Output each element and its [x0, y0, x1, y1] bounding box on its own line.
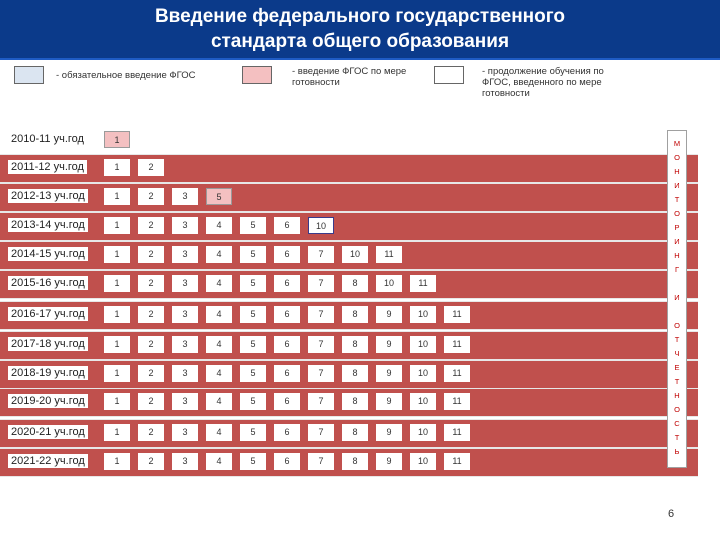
- year-label: 2020-21 уч.год: [8, 425, 88, 439]
- grade-cell: 5: [240, 306, 266, 323]
- year-label: 2014-15 уч.год: [8, 247, 88, 261]
- monitoring-letter: И: [674, 237, 680, 246]
- monitoring-letter: Н: [674, 391, 680, 400]
- grade-cell: 2: [138, 188, 164, 205]
- grade-cell: 8: [342, 306, 368, 323]
- title-bar: [0, 0, 720, 60]
- grade-cell: 7: [308, 336, 334, 353]
- grade-cell: 10: [410, 453, 436, 470]
- grade-cell: 2: [138, 336, 164, 353]
- grade-cell: 5: [240, 453, 266, 470]
- grade-cell: 1: [104, 159, 130, 176]
- grade-cell: 5: [206, 188, 232, 205]
- page-title: Введение федерального государственного стандарта общего образования: [154, 6, 566, 52]
- grade-cell: 1: [104, 424, 130, 441]
- grade-cell: 6: [274, 275, 300, 292]
- grade-cell: 1: [104, 188, 130, 205]
- grade-cell: 2: [138, 424, 164, 441]
- grade-cell: 9: [376, 424, 402, 441]
- monitoring-letter: Т: [674, 433, 680, 442]
- grade-cell: 5: [240, 217, 266, 234]
- grade-cell: 5: [240, 424, 266, 441]
- grade-cell: 1: [104, 306, 130, 323]
- grade-cell: 7: [308, 453, 334, 470]
- grade-cell: 3: [172, 336, 198, 353]
- grade-cell: 6: [274, 393, 300, 410]
- grade-cell: 4: [206, 217, 232, 234]
- grade-cell: 4: [206, 393, 232, 410]
- grade-cell: 4: [206, 306, 232, 323]
- year-label: 2015-16 уч.год: [8, 276, 88, 290]
- grade-cell: 3: [172, 365, 198, 382]
- grade-cell: 2: [138, 365, 164, 382]
- year-label: 2019-20 уч.год: [8, 394, 88, 408]
- grade-cell: 11: [444, 393, 470, 410]
- monitoring-letter: О: [674, 209, 680, 218]
- year-label: 2012-13 уч.год: [8, 189, 88, 203]
- grade-cell: 6: [274, 336, 300, 353]
- monitoring-letter: Ч: [674, 349, 680, 358]
- grade-cell: 3: [172, 453, 198, 470]
- grade-cell: 5: [240, 275, 266, 292]
- grade-cell: 8: [342, 424, 368, 441]
- grade-cell: 10: [308, 217, 334, 234]
- grade-cell: 4: [206, 246, 232, 263]
- grade-cell: 11: [444, 424, 470, 441]
- year-label: 2011-12 уч.год: [8, 160, 87, 174]
- grade-cell: 2: [138, 453, 164, 470]
- grade-cell: 1: [104, 275, 130, 292]
- grade-cell: 10: [376, 275, 402, 292]
- monitoring-letter: Т: [674, 335, 680, 344]
- grade-cell: 1: [104, 131, 130, 148]
- grade-cell: 3: [172, 275, 198, 292]
- grade-cell: 2: [138, 306, 164, 323]
- grade-cell: 5: [240, 246, 266, 263]
- grade-cell: 10: [410, 393, 436, 410]
- monitoring-letter: Ь: [674, 447, 680, 456]
- grade-cell: 3: [172, 393, 198, 410]
- monitoring-letter: И: [674, 293, 680, 302]
- grade-cell: 4: [206, 365, 232, 382]
- grade-cell: 7: [308, 275, 334, 292]
- monitoring-column: [667, 130, 687, 468]
- monitoring-letter: Н: [674, 167, 680, 176]
- grade-cell: 11: [444, 336, 470, 353]
- grade-cell: 8: [342, 393, 368, 410]
- grade-cell: 10: [410, 424, 436, 441]
- grade-cell: 3: [172, 188, 198, 205]
- grade-cell: 7: [308, 393, 334, 410]
- grade-cell: 9: [376, 453, 402, 470]
- grade-cell: 6: [274, 453, 300, 470]
- legend-swatch-mandatory: [14, 66, 44, 84]
- grade-cell: 1: [104, 217, 130, 234]
- monitoring-letter: Т: [674, 195, 680, 204]
- grade-cell: 2: [138, 393, 164, 410]
- grade-cell: 4: [206, 424, 232, 441]
- year-label: 2021-22 уч.год: [8, 454, 88, 468]
- grade-cell: 8: [342, 336, 368, 353]
- grade-cell: 8: [342, 365, 368, 382]
- grade-cell: 5: [240, 365, 266, 382]
- grade-cell: 4: [206, 275, 232, 292]
- grade-cell: 10: [342, 246, 368, 263]
- grade-cell: 11: [410, 275, 436, 292]
- grade-cell: 9: [376, 365, 402, 382]
- grade-cell: 11: [444, 453, 470, 470]
- grade-cell: 8: [342, 453, 368, 470]
- grade-cell: 1: [104, 336, 130, 353]
- year-label: 2017-18 уч.год: [8, 337, 88, 351]
- grade-cell: 7: [308, 365, 334, 382]
- grade-cell: 2: [138, 246, 164, 263]
- legend-swatch-readiness: [242, 66, 272, 84]
- grade-cell: 6: [274, 217, 300, 234]
- grade-cell: 1: [104, 453, 130, 470]
- grade-cell: 2: [138, 217, 164, 234]
- page-number: 6: [668, 508, 675, 520]
- grade-cell: 6: [274, 365, 300, 382]
- grade-cell: 9: [376, 306, 402, 323]
- grade-cell: 10: [410, 306, 436, 323]
- grade-cell: 11: [444, 365, 470, 382]
- grade-cell: 1: [104, 246, 130, 263]
- grade-cell: 9: [376, 393, 402, 410]
- grade-cell: 6: [274, 424, 300, 441]
- grade-cell: 7: [308, 424, 334, 441]
- monitoring-letter: Е: [674, 363, 680, 372]
- legend-label-mandatory: - обязательное введение ФГОС: [56, 70, 196, 81]
- grade-cell: 11: [444, 306, 470, 323]
- grade-cell: 7: [308, 306, 334, 323]
- grade-cell: 5: [240, 336, 266, 353]
- legend-label-readiness: - введение ФГОС по мере готовности: [292, 66, 407, 88]
- grade-cell: 3: [172, 424, 198, 441]
- monitoring-letter: И: [674, 181, 680, 190]
- grade-cell: 10: [410, 365, 436, 382]
- monitoring-letter: Г: [674, 265, 680, 274]
- legend-swatch-continuation: [434, 66, 464, 84]
- grade-cell: 3: [172, 306, 198, 323]
- grade-cell: 3: [172, 217, 198, 234]
- grade-cell: 6: [274, 246, 300, 263]
- grade-cell: 6: [274, 306, 300, 323]
- year-label: 2018-19 уч.год: [8, 366, 88, 380]
- monitoring-letter: С: [674, 419, 680, 428]
- grade-cell: 4: [206, 336, 232, 353]
- grade-cell: 1: [104, 365, 130, 382]
- grade-cell: 11: [376, 246, 402, 263]
- year-label: 2010-11 уч.год: [8, 132, 87, 146]
- grade-cell: 3: [172, 246, 198, 263]
- grade-cell: 10: [410, 336, 436, 353]
- monitoring-letter: О: [674, 153, 680, 162]
- monitoring-letter: О: [674, 321, 680, 330]
- monitoring-letter: М: [673, 139, 681, 148]
- monitoring-letter: О: [674, 405, 680, 414]
- grade-cell: 1: [104, 393, 130, 410]
- grade-cell: 9: [376, 336, 402, 353]
- year-label: 2013-14 уч.год: [8, 218, 88, 232]
- grade-cell: 8: [342, 275, 368, 292]
- grade-cell: 7: [308, 246, 334, 263]
- grade-cell: 2: [138, 275, 164, 292]
- year-label: 2016-17 уч.год: [8, 307, 88, 321]
- grade-cell: 4: [206, 453, 232, 470]
- monitoring-letter: Н: [674, 251, 680, 260]
- legend-label-continuation: - продолжение обучения по ФГОС, введенного по мере готовности: [482, 66, 604, 99]
- grade-cell: 5: [240, 393, 266, 410]
- monitoring-letter: Р: [674, 223, 680, 232]
- monitoring-letter: Т: [674, 377, 680, 386]
- grade-cell: 2: [138, 159, 164, 176]
